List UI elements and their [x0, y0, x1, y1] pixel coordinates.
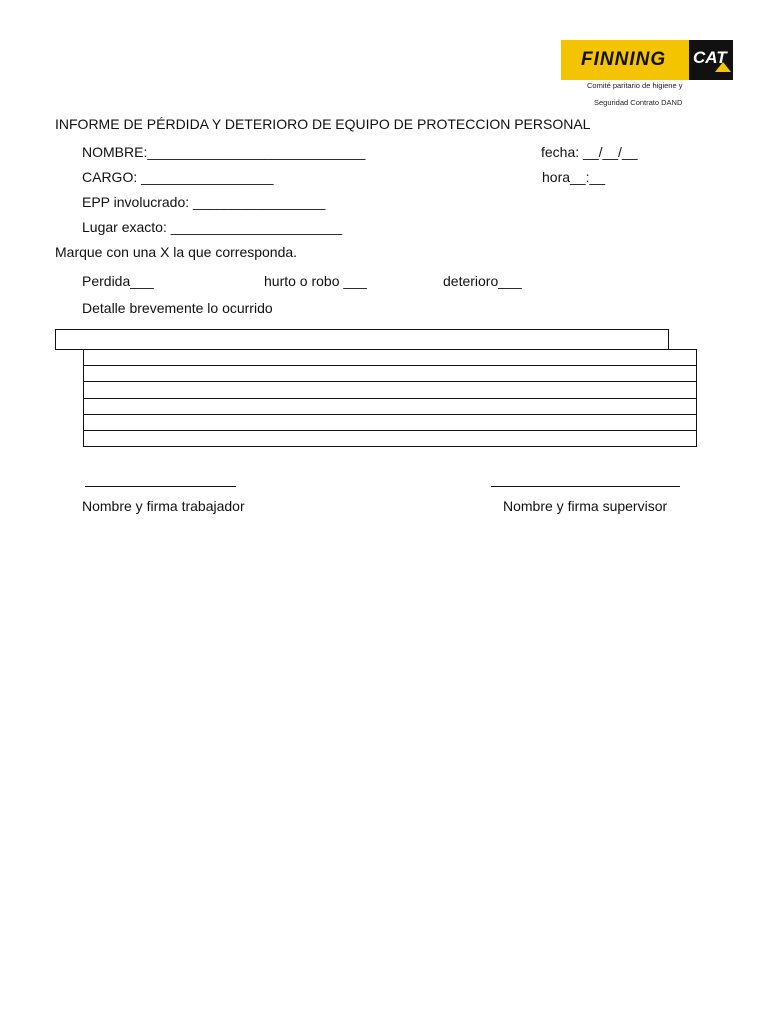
finning-cat-logo — [561, 40, 733, 80]
detalle-label: Detalle brevemente lo ocurrido — [82, 300, 273, 316]
cargo-field[interactable]: CARGO: _________________ — [82, 169, 274, 185]
nombre-field[interactable]: NOMBRE:____________________________ — [82, 144, 366, 160]
worker-signature-line[interactable] — [85, 486, 236, 487]
lugar-field[interactable]: Lugar exacto: ______________________ — [82, 219, 343, 235]
supervisor-signature-line[interactable] — [491, 486, 680, 487]
detail-lines-box[interactable] — [83, 349, 697, 447]
detail-line — [84, 381, 696, 382]
committee-line-1: Comité paritario de higiene y — [587, 81, 683, 90]
hora-field[interactable]: hora__:__ — [542, 169, 606, 185]
detail-line — [84, 365, 696, 366]
deterioro-option[interactable]: deterioro___ — [443, 273, 522, 289]
detail-line — [84, 430, 696, 431]
cat-logo — [689, 40, 733, 80]
worker-signature-label: Nombre y firma trabajador — [82, 498, 245, 514]
finning-wordmark: FINNING — [581, 49, 667, 70]
form-title: INFORME DE PÉRDIDA Y DETERIORO DE EQUIPO DE PROTECCION PERSONAL — [55, 116, 591, 132]
cat-triangle-icon — [715, 62, 731, 72]
fecha-field[interactable]: fecha: __/__/__ — [541, 144, 638, 160]
supervisor-signature-label: Nombre y firma supervisor — [503, 498, 668, 514]
detail-line — [84, 398, 696, 399]
perdida-option[interactable]: Perdida___ — [82, 273, 154, 289]
detail-box-top[interactable] — [55, 329, 669, 350]
epp-field[interactable]: EPP involucrado: _________________ — [82, 194, 326, 210]
hurto-option[interactable]: hurto o robo ___ — [264, 273, 367, 289]
committee-line-2: Seguridad Contrato DAND — [594, 98, 683, 107]
detail-line — [84, 414, 696, 415]
instruction-text: Marque con una X la que corresponda. — [55, 244, 298, 260]
cat-wordmark: CAT — [693, 48, 727, 67]
